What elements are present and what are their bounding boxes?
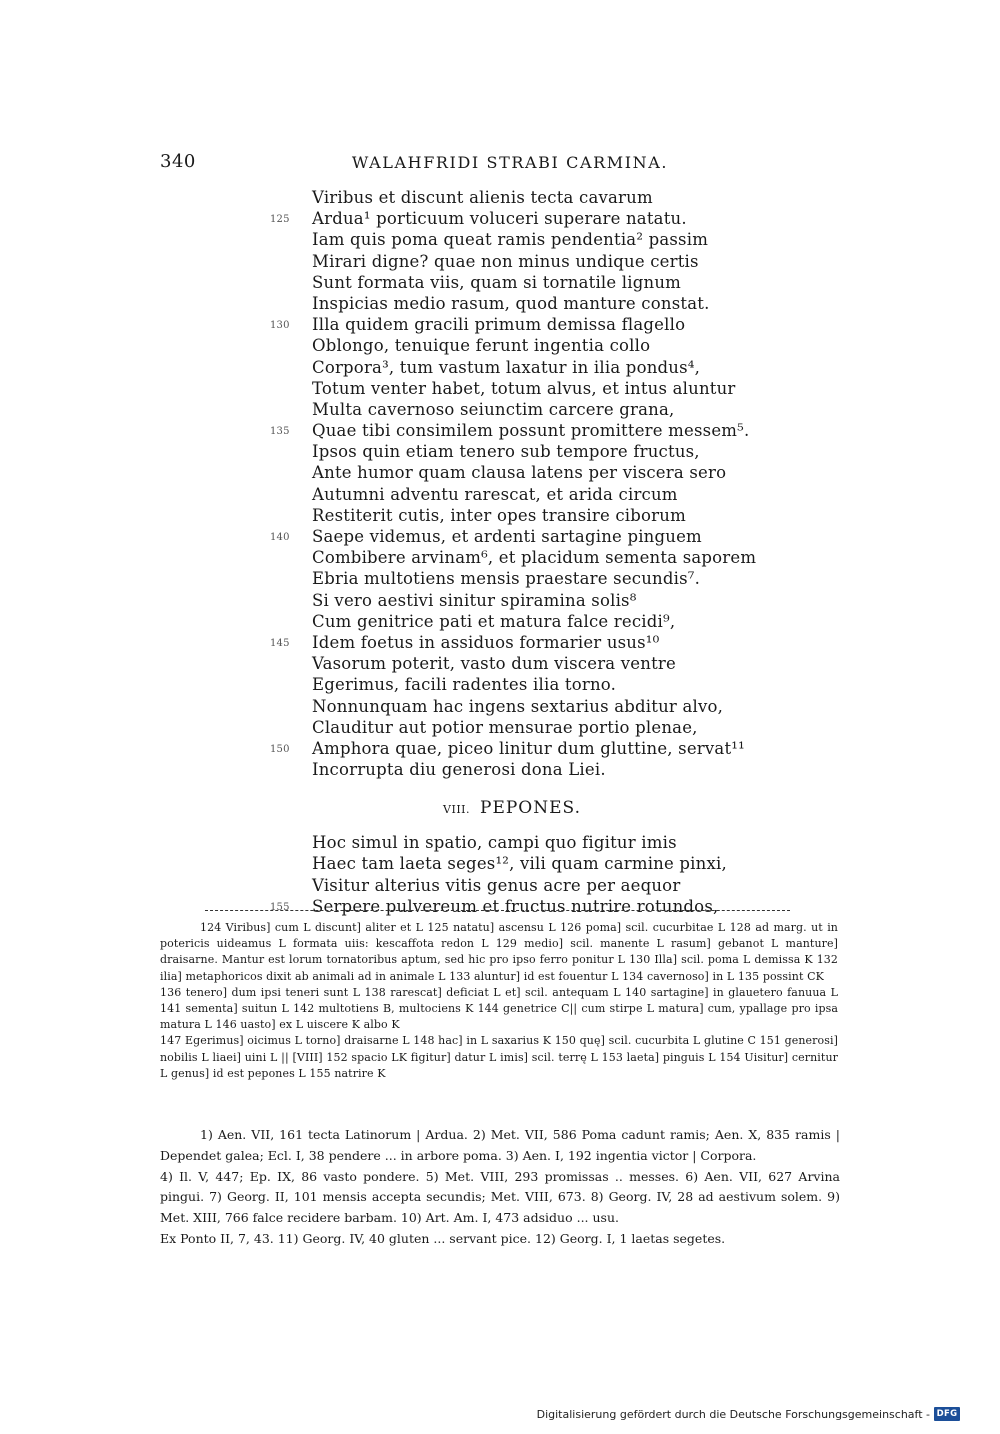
verse-line [312, 717, 752, 738]
verse-line [270, 526, 752, 547]
verse-text: Totum venter habet, totum alvus, et intus aluntur [312, 378, 736, 398]
verse-line [312, 335, 752, 356]
verse-text: Clauditur aut potior mensurae portio plenae, [312, 717, 698, 737]
verse-line [312, 759, 752, 780]
verse-text: Ipsos quin etiam tenero sub tempore fructus, [312, 442, 700, 462]
verse-block-before [270, 187, 757, 780]
verse-line [312, 547, 757, 568]
verse-line [312, 568, 752, 589]
verse-text: Sunt formata viis, quam si tornatile lignum [312, 272, 682, 292]
verse-line [312, 399, 752, 420]
verse-line [312, 187, 752, 208]
verse-line [312, 853, 752, 874]
verse-line [312, 441, 752, 462]
verse-line [270, 632, 752, 653]
line-number: 135 [270, 426, 290, 438]
verse-text: Saepe videmus, et ardenti sartagine pinguem [312, 527, 702, 546]
verse-line [270, 208, 752, 229]
verse-text: Illa quidem gracili primum demissa flagello [312, 315, 686, 335]
line-number: 130 [270, 320, 290, 332]
source-paragraph: Ex Ponto II, 7, 43. 11) Georg. IV, 40 gluten ... servant pice. 12) Georg. I, 1 laetas segetes. [160, 1230, 726, 1246]
verse-line [270, 896, 752, 917]
verse-text: Idem foetus in assiduos formarier usus¹⁰ [312, 632, 660, 652]
verse-text: Nonnunquam hac ingens sextarius abditur alvo, [312, 696, 724, 716]
apparatus-paragraph: 147 Egerimus] oicimus L torno] draisarne L 148 hac] in L saxarius K 150 quę] scil. cucurbita L glutine C 151 generosi] nobilis L liaei] uini L || [VIII] 152 spacio LK figitur] datur L imis] scil. terrę L 153 laeta] pinguis L 154 Uisitur] cernitur L genus] id est pepones L 155 natrire K [160, 1034, 838, 1080]
verse-line [312, 229, 752, 250]
verse-text: Oblongo, tenuique ferunt ingentia collo [312, 336, 651, 356]
verse-line [312, 611, 752, 632]
verse-line [312, 832, 752, 853]
verse-text: Incorrupta diu generosi dona Liei. [312, 760, 606, 780]
verse-line [312, 293, 752, 314]
verse-text: Visitur alterius vitis genus acre per aequor [312, 875, 681, 895]
verse-text: Vasorum poterit, vasto dum viscera ventre [312, 654, 676, 674]
verse-text: Egerimus, facili radentes ilia torno. [312, 675, 617, 695]
verse-text: Iam quis poma queat ramis pendentia² passim [312, 230, 709, 250]
line-number: 125 [270, 214, 290, 226]
verse-line [312, 590, 752, 611]
verse-text: Multa cavernoso seiunctim carcere grana, [312, 399, 675, 419]
verse-block-after [270, 832, 752, 917]
verse-text: Mirari digne? quae non minus undique certis [312, 251, 699, 271]
verse-text: Ante humor quam clausa latens per viscera sero [312, 463, 727, 483]
verse-line [270, 738, 752, 759]
page-number: 340 [160, 151, 196, 172]
section-number: VIII. [443, 803, 471, 817]
verse-line [270, 314, 752, 335]
verse-text: Corpora³, tum vastum laxatur in ilia pondus⁴, [312, 357, 701, 377]
verse-text: Ebria multotiens mensis praestare secundis⁷. [312, 569, 701, 589]
line-number: 155 [270, 901, 290, 913]
critical-apparatus [160, 920, 838, 1082]
verse-text: Ardua¹ porticuum voluceri superare natatu. [312, 209, 687, 229]
verse-line [312, 272, 752, 293]
line-number: 145 [270, 637, 290, 649]
verse-text: Haec tam laeta seges¹², vili quam carmine pinxi, [312, 854, 727, 874]
verse-text: Quae tibi consimilem possunt promittere messem⁵. [312, 421, 750, 441]
source-paragraph: 4) Il. V, 447; Ep. IX, 86 vasto pondere. 5) Met. VIII, 293 promissas .. messes. 6) Aen. VII, 627 Arvina pingui. 7) Georg. II, 101 mensis accepta secundis; Met. VIII, 673. 8) Georg. IV, 28 ad aestivum solem. 9) Met. XIII, 766 falce recidere barbam. 10) Art. Am. I, 473 adsiduo ... usu. [160, 1168, 840, 1226]
section-heading [272, 798, 752, 820]
apparatus-paragraph: 124 Viribus] cum L discunt] aliter et L 125 natatu] ascensu L 126 poma] scil. cucurbitae L 128 ad marg. ut in potericis uideamus L formata uiis: kescaffota redon L 129 medio] scil. manente L rasum] gebanot L manture] draisarne. Mantur est lorum tornatoribus aptum, sed hic pro ipso ferro ponitur L 130 Illa] scil. poma L demissa K 132 ilia] metaphoricos dixit ab animali ad in animale L 133 aluntur] id est fouentur L 134 cavernoso] in L 135 possint CK [160, 921, 838, 983]
source-paragraph: 1) Aen. VII, 161 tecta Latinorum | Ardua. 2) Met. VII, 586 Poma cadunt ramis; Aen. X, 835 ramis | Dependet galea; Ecl. I, 38 pendere ... in arbore poma. 3) Aen. I, 192 ingentia victor | Corpora. [160, 1127, 840, 1163]
source-footnotes [160, 1125, 840, 1250]
verse-text: Restiterit cutis, inter opes transire ciborum [312, 505, 686, 525]
verse-line [312, 696, 752, 717]
verse-line [312, 357, 752, 378]
verse-text: Si vero aestivi sinitur spiramina solis⁸ [312, 590, 637, 610]
verse-text: Amphora quae, piceo linitur dum gluttine, servat¹¹ [312, 738, 745, 758]
verse-line [312, 462, 752, 483]
apparatus-paragraph: 136 tenero] dum ipsi teneri sunt L 138 rarescat] deficiat L et] scil. antequam L 140 sartagine] in glauetero fanuua L 141 sementa] suitun L 142 multotiens B, multociens K 144 genetrice C|| cum stirpe L matura] cum, ypallage pro ipsa matura L 146 uasto] ex L uiscere K albo K [160, 985, 838, 1032]
verse-text: Hoc simul in spatio, campi quo figitur imis [312, 833, 677, 853]
digitization-credit [537, 1406, 960, 1422]
poem-text [270, 187, 757, 917]
verse-text: Inspicias medio rasum, quod manture constat. [312, 293, 710, 313]
verse-text: Autumni adventu rarescat, et arida circum [312, 484, 678, 504]
footnote-divider [205, 910, 790, 911]
section-title: PEPONES. [480, 798, 581, 819]
line-number: 150 [270, 743, 290, 755]
verse-line [312, 251, 752, 272]
verse-line [312, 505, 752, 526]
verse-line [312, 378, 752, 399]
verse-line [312, 875, 752, 896]
verse-text: Viribus et discunt alienis tecta cavarum [312, 188, 653, 207]
verse-line [312, 674, 752, 695]
verse-line [312, 484, 752, 505]
running-title: WALAHFRIDI STRABI CARMINA. [351, 153, 669, 172]
line-number: 140 [270, 532, 290, 543]
verse-line [312, 653, 752, 674]
dfg-logo: DFG [934, 1407, 960, 1421]
verse-text: Combibere arvinam⁶, et placidum sementa saporem [312, 548, 757, 568]
verse-text: Serpere pulvereum et fructus nutrire rotundos, [312, 896, 719, 916]
verse-line [270, 420, 752, 441]
verse-text: Cum genitrice pati et matura falce recidi⁹, [312, 611, 676, 631]
credit-text: Digitalisierung gefördert durch die Deutsche Forschungsgemeinschaft - [536, 1407, 930, 1421]
